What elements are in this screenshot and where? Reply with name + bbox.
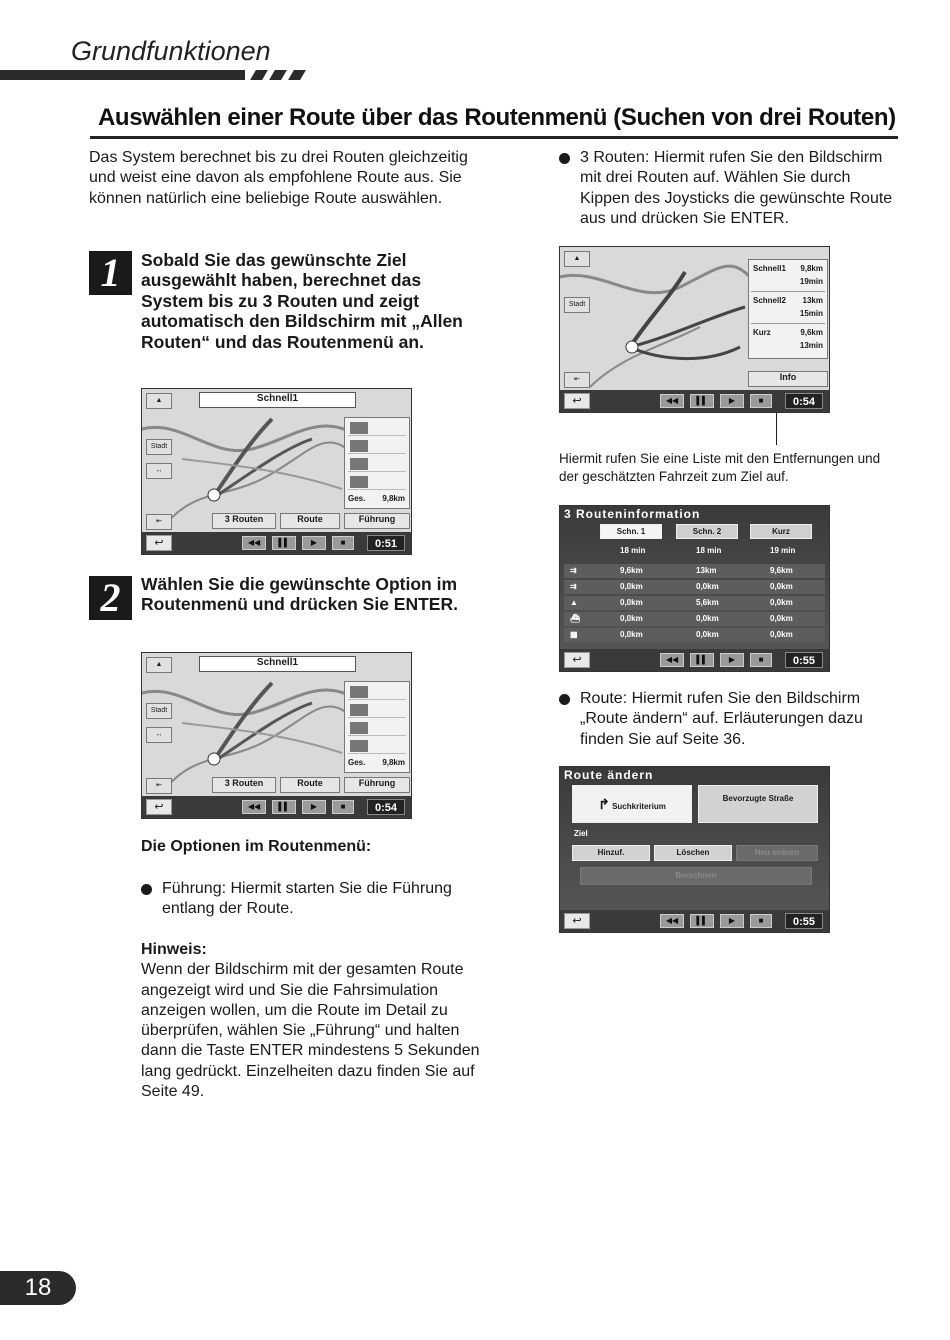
map-icon-button[interactable]: ▲: [146, 393, 172, 409]
bar-button[interactable]: ▌▌: [272, 800, 296, 814]
route-tab[interactable]: Kurz: [750, 524, 812, 539]
bullet-icon: [559, 694, 570, 705]
toll-icon: [350, 440, 368, 452]
map-view: [142, 653, 411, 796]
heading-rule: [90, 136, 898, 139]
back-button[interactable]: ↩: [564, 652, 590, 668]
bullet-text: Führung: Hiermit starten Sie die Führung entlang der Route.: [162, 880, 452, 918]
bullet-fuehrung: [141, 879, 486, 920]
route-info-title: 3 Routeninformation: [564, 507, 701, 521]
route-tab[interactable]: Schn. 2: [676, 524, 738, 539]
hint-text: Wenn der Bildschirm mit der gesamten Route angezeigt wird und Sie die Fahrsimulation anzeigen wollen, um die Route im Detail zu überprüfen, wählen Sie „Führung“ und halten dann die Taste ENTER mindestens 5 Sekunden lang gedrückt. Einzelheiten dazu finden Sie auf Seite 49.: [141, 961, 480, 1101]
row-icon: ▲: [570, 598, 578, 607]
section-stripe: [269, 70, 287, 80]
row-icon: ⛴: [570, 614, 581, 623]
bar-button[interactable]: ▌▌: [272, 536, 296, 550]
guidance-button[interactable]: Führung: [344, 513, 410, 529]
route-info-screenshot: [559, 505, 830, 672]
page-heading: Auswählen einer Route über das Routenmenü (Suchen von drei Routen): [98, 104, 896, 131]
map-scale-button[interactable]: ↔: [146, 727, 172, 743]
bar-button[interactable]: ▶: [302, 800, 326, 814]
map-side-button[interactable]: Stadt: [146, 439, 172, 455]
search-criteria-button[interactable]: ↱ Suchkriterium: [572, 785, 692, 823]
exit-button[interactable]: ⇤: [146, 514, 172, 530]
bar-button[interactable]: ▶: [720, 914, 744, 928]
back-button[interactable]: ↩: [146, 799, 172, 815]
map-side-button[interactable]: Stadt: [564, 297, 590, 313]
bar-button[interactable]: ▌▌: [690, 394, 714, 408]
callout-line: [776, 413, 777, 445]
clock: 0:51: [367, 535, 405, 551]
toll-icon: [350, 704, 368, 716]
three-routes-button[interactable]: 3 Routen: [212, 513, 276, 529]
bullet-route: [559, 689, 904, 750]
section-stripe: [288, 70, 306, 80]
bar-button[interactable]: ■: [332, 536, 354, 550]
clock: 0:55: [785, 913, 823, 929]
row-icon: ⇉: [570, 566, 577, 575]
back-button[interactable]: ↩: [146, 535, 172, 551]
route-criteria-icon: ↱: [598, 796, 610, 812]
route-change-screenshot: [559, 766, 830, 933]
step-number: 2: [89, 576, 132, 620]
route-time: 18 min: [696, 546, 722, 555]
bullet-drei-routen: [559, 148, 904, 229]
map-side-button[interactable]: Stadt: [146, 703, 172, 719]
bottom-bar: [142, 532, 411, 554]
nav-screenshot-route-menu: [141, 652, 412, 819]
bar-button[interactable]: ■: [750, 653, 772, 667]
bar-button[interactable]: ◀◀: [242, 536, 266, 550]
bar-button[interactable]: ▌▌: [690, 653, 714, 667]
route-info-panel: 3 Routeninformation Schn. 1 Schn. 2 Kurz 18 min 18 min 19 min ⇉ 9,6km 13km 9,6km ⇉ 0,0km 0,0km 0,0km ▲ 0,0km 5,6km 0,0km ⛴ 0,0km 0,0km 0,0km ▦ 0,0km 0,0km 0,0km: [560, 506, 829, 649]
exit-button[interactable]: ⇤: [564, 372, 590, 388]
map-view: [560, 247, 829, 390]
bar-button[interactable]: ▶: [720, 394, 744, 408]
bar-button[interactable]: ■: [332, 800, 354, 814]
preferred-road-button[interactable]: Bevorzugte Straße: [698, 785, 818, 823]
route-change-title: Route ändern: [564, 768, 654, 782]
time-icon: [350, 476, 368, 488]
bottom-bar: [560, 390, 829, 412]
section-bar: [0, 70, 245, 80]
hint-block: [141, 940, 486, 1102]
route-time: 19 min: [770, 546, 796, 555]
total-label: Ges.: [348, 494, 366, 503]
destination-label: Schnell1: [199, 656, 356, 672]
step-text: Wählen Sie die gewünschte Option im Routenmenü und drücken Sie ENTER.: [141, 574, 458, 615]
callout-caption: Hiermit rufen Sie eine Liste mit den Entfernungen und der geschätzten Fahrzeit zum Ziel auf.: [559, 451, 881, 484]
bullet-text: 3 Routen: Hiermit rufen Sie den Bildschirm mit drei Routen auf. Wählen Sie durch Kippen des Joysticks die gewünschte Route aus und drücken Sie ENTER.: [580, 149, 893, 227]
map-icon-button[interactable]: ▲: [146, 657, 172, 673]
ferry-icon: [350, 458, 368, 470]
guidance-button[interactable]: Führung: [344, 777, 410, 793]
nav-screenshot-all-routes: [141, 388, 412, 555]
bar-button[interactable]: ◀◀: [242, 800, 266, 814]
highway-icon: [350, 686, 368, 698]
time-icon: [350, 740, 368, 752]
bar-button[interactable]: ■: [750, 914, 772, 928]
row-icon: ▦: [570, 630, 578, 639]
bar-button[interactable]: ■: [750, 394, 772, 408]
hint-label: Hinweis:: [141, 941, 207, 958]
exit-button[interactable]: ⇤: [146, 778, 172, 794]
nav-screenshot-three-routes: [559, 246, 830, 413]
bar-button[interactable]: ▶: [720, 653, 744, 667]
route-time: 18 min: [620, 546, 646, 555]
step-number: 1: [89, 251, 132, 295]
add-button[interactable]: Hinzuf.: [572, 845, 650, 861]
highway-icon: [350, 422, 368, 434]
route-option-3[interactable]: Kurz 9,6km 13min: [753, 328, 823, 350]
ferry-icon: [350, 722, 368, 734]
bottom-bar: [142, 796, 411, 818]
back-button[interactable]: ↩: [564, 913, 590, 929]
route-side-panel: [344, 417, 410, 509]
total-label: Ges.: [348, 758, 366, 767]
info-button[interactable]: Info: [748, 371, 828, 387]
three-routes-button[interactable]: 3 Routen: [212, 777, 276, 793]
bullet-icon: [559, 153, 570, 164]
destination-label: Schnell1: [199, 392, 356, 408]
delete-button[interactable]: Löschen: [654, 845, 732, 861]
total-distance: 9,8km: [382, 494, 405, 503]
bar-button[interactable]: ◀◀: [660, 394, 684, 408]
clock: 0:55: [785, 652, 823, 668]
bullet-icon: [141, 884, 152, 895]
map-scale-button[interactable]: ↔: [146, 463, 172, 479]
route-change-panel: [560, 767, 829, 910]
options-heading: Die Optionen im Routenmenü:: [141, 838, 372, 855]
calculate-button: Berechnen: [580, 867, 812, 885]
total-distance: 9,8km: [382, 758, 405, 767]
bottom-bar: [560, 910, 829, 932]
route-button[interactable]: Route: [280, 513, 340, 529]
route-tab[interactable]: Schn. 1: [600, 524, 662, 539]
intro-paragraph: Das System berechnet bis zu drei Routen gleichzeitig und weist eine davon als empfohlene Route aus. Sie können natürlich eine beliebige Route auswählen.: [89, 149, 468, 207]
bar-button[interactable]: ▶: [302, 536, 326, 550]
route-option-1[interactable]: Schnell1 9,8km 19min: [751, 262, 825, 292]
section-title: Grundfunktionen: [71, 36, 271, 66]
row-icon: ⇉: [570, 582, 577, 591]
map-icon-button[interactable]: ▲: [564, 251, 590, 267]
bullet-text: Route: Hiermit rufen Sie den Bildschirm „Route ändern“ auf. Erläuterungen dazu finden Sie auf Seite 36.: [580, 690, 863, 748]
back-button[interactable]: ↩: [564, 393, 590, 409]
reorder-button: Neu ordnen: [736, 845, 818, 861]
page-number: 18: [0, 1271, 76, 1305]
step-text: Sobald Sie das gewünschte Ziel ausgewählt haben, berechnet das System bis zu 3 Routen und zeigt automatisch den Bildschirm mit „Allen Routen“ und das Routenmenü an.: [141, 250, 463, 352]
clock: 0:54: [785, 393, 823, 409]
bar-button[interactable]: ◀◀: [660, 653, 684, 667]
route-button[interactable]: Route: [280, 777, 340, 793]
ziel-label: Ziel: [574, 829, 588, 838]
bar-button[interactable]: ◀◀: [660, 914, 684, 928]
clock: 0:54: [367, 799, 405, 815]
routes-panel: [748, 259, 828, 359]
map-view: [142, 389, 411, 532]
bottom-bar: [560, 649, 829, 671]
route-option-2[interactable]: Schnell2 13km 15min: [751, 294, 825, 324]
bar-button[interactable]: ▌▌: [690, 914, 714, 928]
route-side-panel: [344, 681, 410, 773]
section-stripe: [250, 70, 268, 80]
